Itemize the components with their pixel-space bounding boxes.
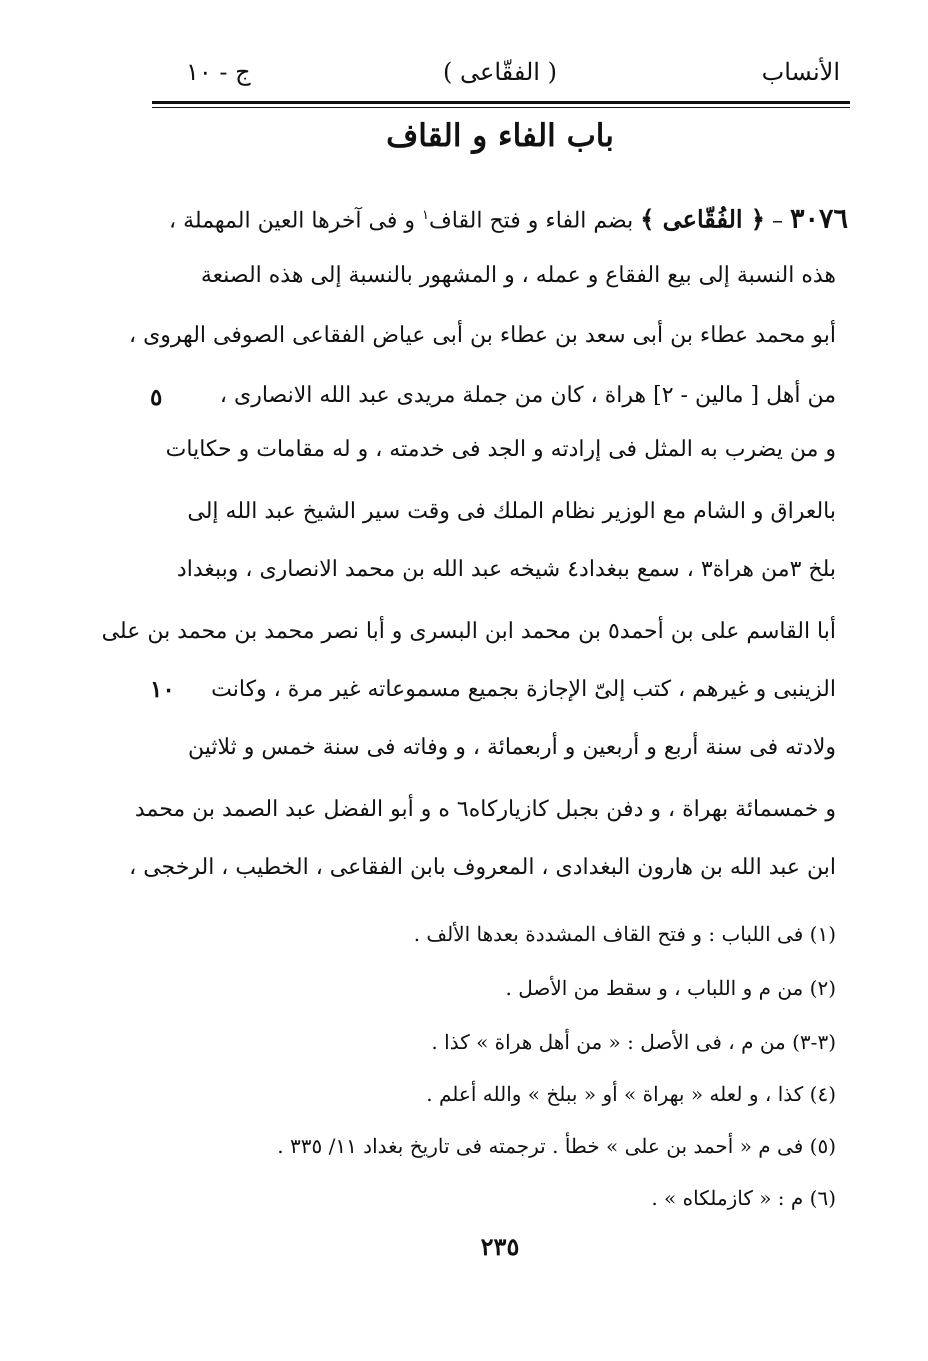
- page-number: ٢٣٥: [480, 1232, 520, 1261]
- footnote: (١) فى اللباب : و فتح القاف المشددة بعدها الألف .: [413, 922, 836, 946]
- entry-text-end: و فى آخرها العين المهملة ،: [169, 208, 416, 234]
- entry-text: بضم الفاء و فتح القاف: [429, 208, 634, 234]
- body-line: بلخ ٣من هراة٣ ، سمع ببغداد٤ شيخه عبد الله بن محمد الانصارى ، وببغداد: [176, 557, 836, 582]
- entry-name: ﴿ الفُقّاعى ﴾: [640, 204, 765, 234]
- body-line: ابن عبد الله بن هارون البغدادى ، المعروف بابن الفقاعى ، الخطيب ، الرخجى ،: [129, 855, 836, 880]
- header-book-title: الأنساب: [761, 58, 840, 86]
- body-line: من أهل [ مالين - ٢] هراة ، كان من جملة مريدى عبد الله الانصارى ،: [219, 383, 836, 408]
- line-number-5: ٥: [150, 384, 163, 411]
- line-number-10: ١٠: [150, 676, 175, 703]
- running-header: [150, 50, 850, 100]
- footnote: (٢) من م و اللباب ، و سقط من الأصل .: [505, 976, 836, 1000]
- chapter-title: باب الفاء و القاف: [386, 118, 614, 154]
- entry-number: ٣٠٧٦: [789, 203, 848, 235]
- body-line: ولادته فى سنة أربع و أربعين و أربعمائة ، و وفاته فى سنة خمس و ثلاثين: [188, 735, 836, 760]
- body-line: أبو محمد عطاء بن أبى سعد بن عطاء بن أبى عياض الفقاعى الصوفى الهروى ،: [128, 323, 836, 348]
- entry-dash: –: [771, 208, 783, 234]
- body-line: بالعراق و الشام مع الوزير نظام الملك فى وقت سير الشيخ عبد الله إلى: [187, 499, 836, 524]
- header-rule-thin: [152, 107, 850, 108]
- footnote-marker: ١: [422, 208, 429, 223]
- body-line: و خمسمائة بهراة ، و دفن بجبل كازياركاه٦ ه و أبو الفضل عبد الصمد بن محمد: [134, 797, 836, 822]
- header-rule-thick: [152, 101, 850, 104]
- footnote: (٣-٣) من م ، فى الأصل : « من أهل هراة » كذا .: [431, 1030, 836, 1054]
- header-volume: ج - ١٠: [186, 58, 251, 86]
- footnote: (٦) م : « كازملكاه » .: [651, 1186, 836, 1210]
- body-line: و من يضرب به المثل فى إرادته و الجد فى خدمته ، و له مقامات و حكايات: [165, 437, 836, 462]
- entry-first-line: [148, 198, 848, 239]
- body-line: الزينبى و غيرهم ، كتب إلىّ الإجازة بجميع مسموعاته غير مرة ، وكانت: [211, 677, 836, 702]
- footnote: (٥) فى م « أحمد بن على » خطأ . ترجمته فى تاريخ بغداد ١١/ ٣٣٥ .: [277, 1134, 836, 1158]
- footnote: (٤) كذا ، و لعله « بهراة » أو « ببلخ » والله أعلم .: [426, 1082, 836, 1106]
- body-line: أبا القاسم على بن أحمد٥ بن محمد ابن البسرى و أبا نصر محمد بن محمد بن على: [101, 619, 836, 644]
- header-nisba-title: ( الفقّاعى ): [443, 58, 557, 86]
- body-line: هذه النسبة إلى بيع الفقاع و عمله ، و المشهور بالنسبة إلى هذه الصنعة: [200, 263, 836, 288]
